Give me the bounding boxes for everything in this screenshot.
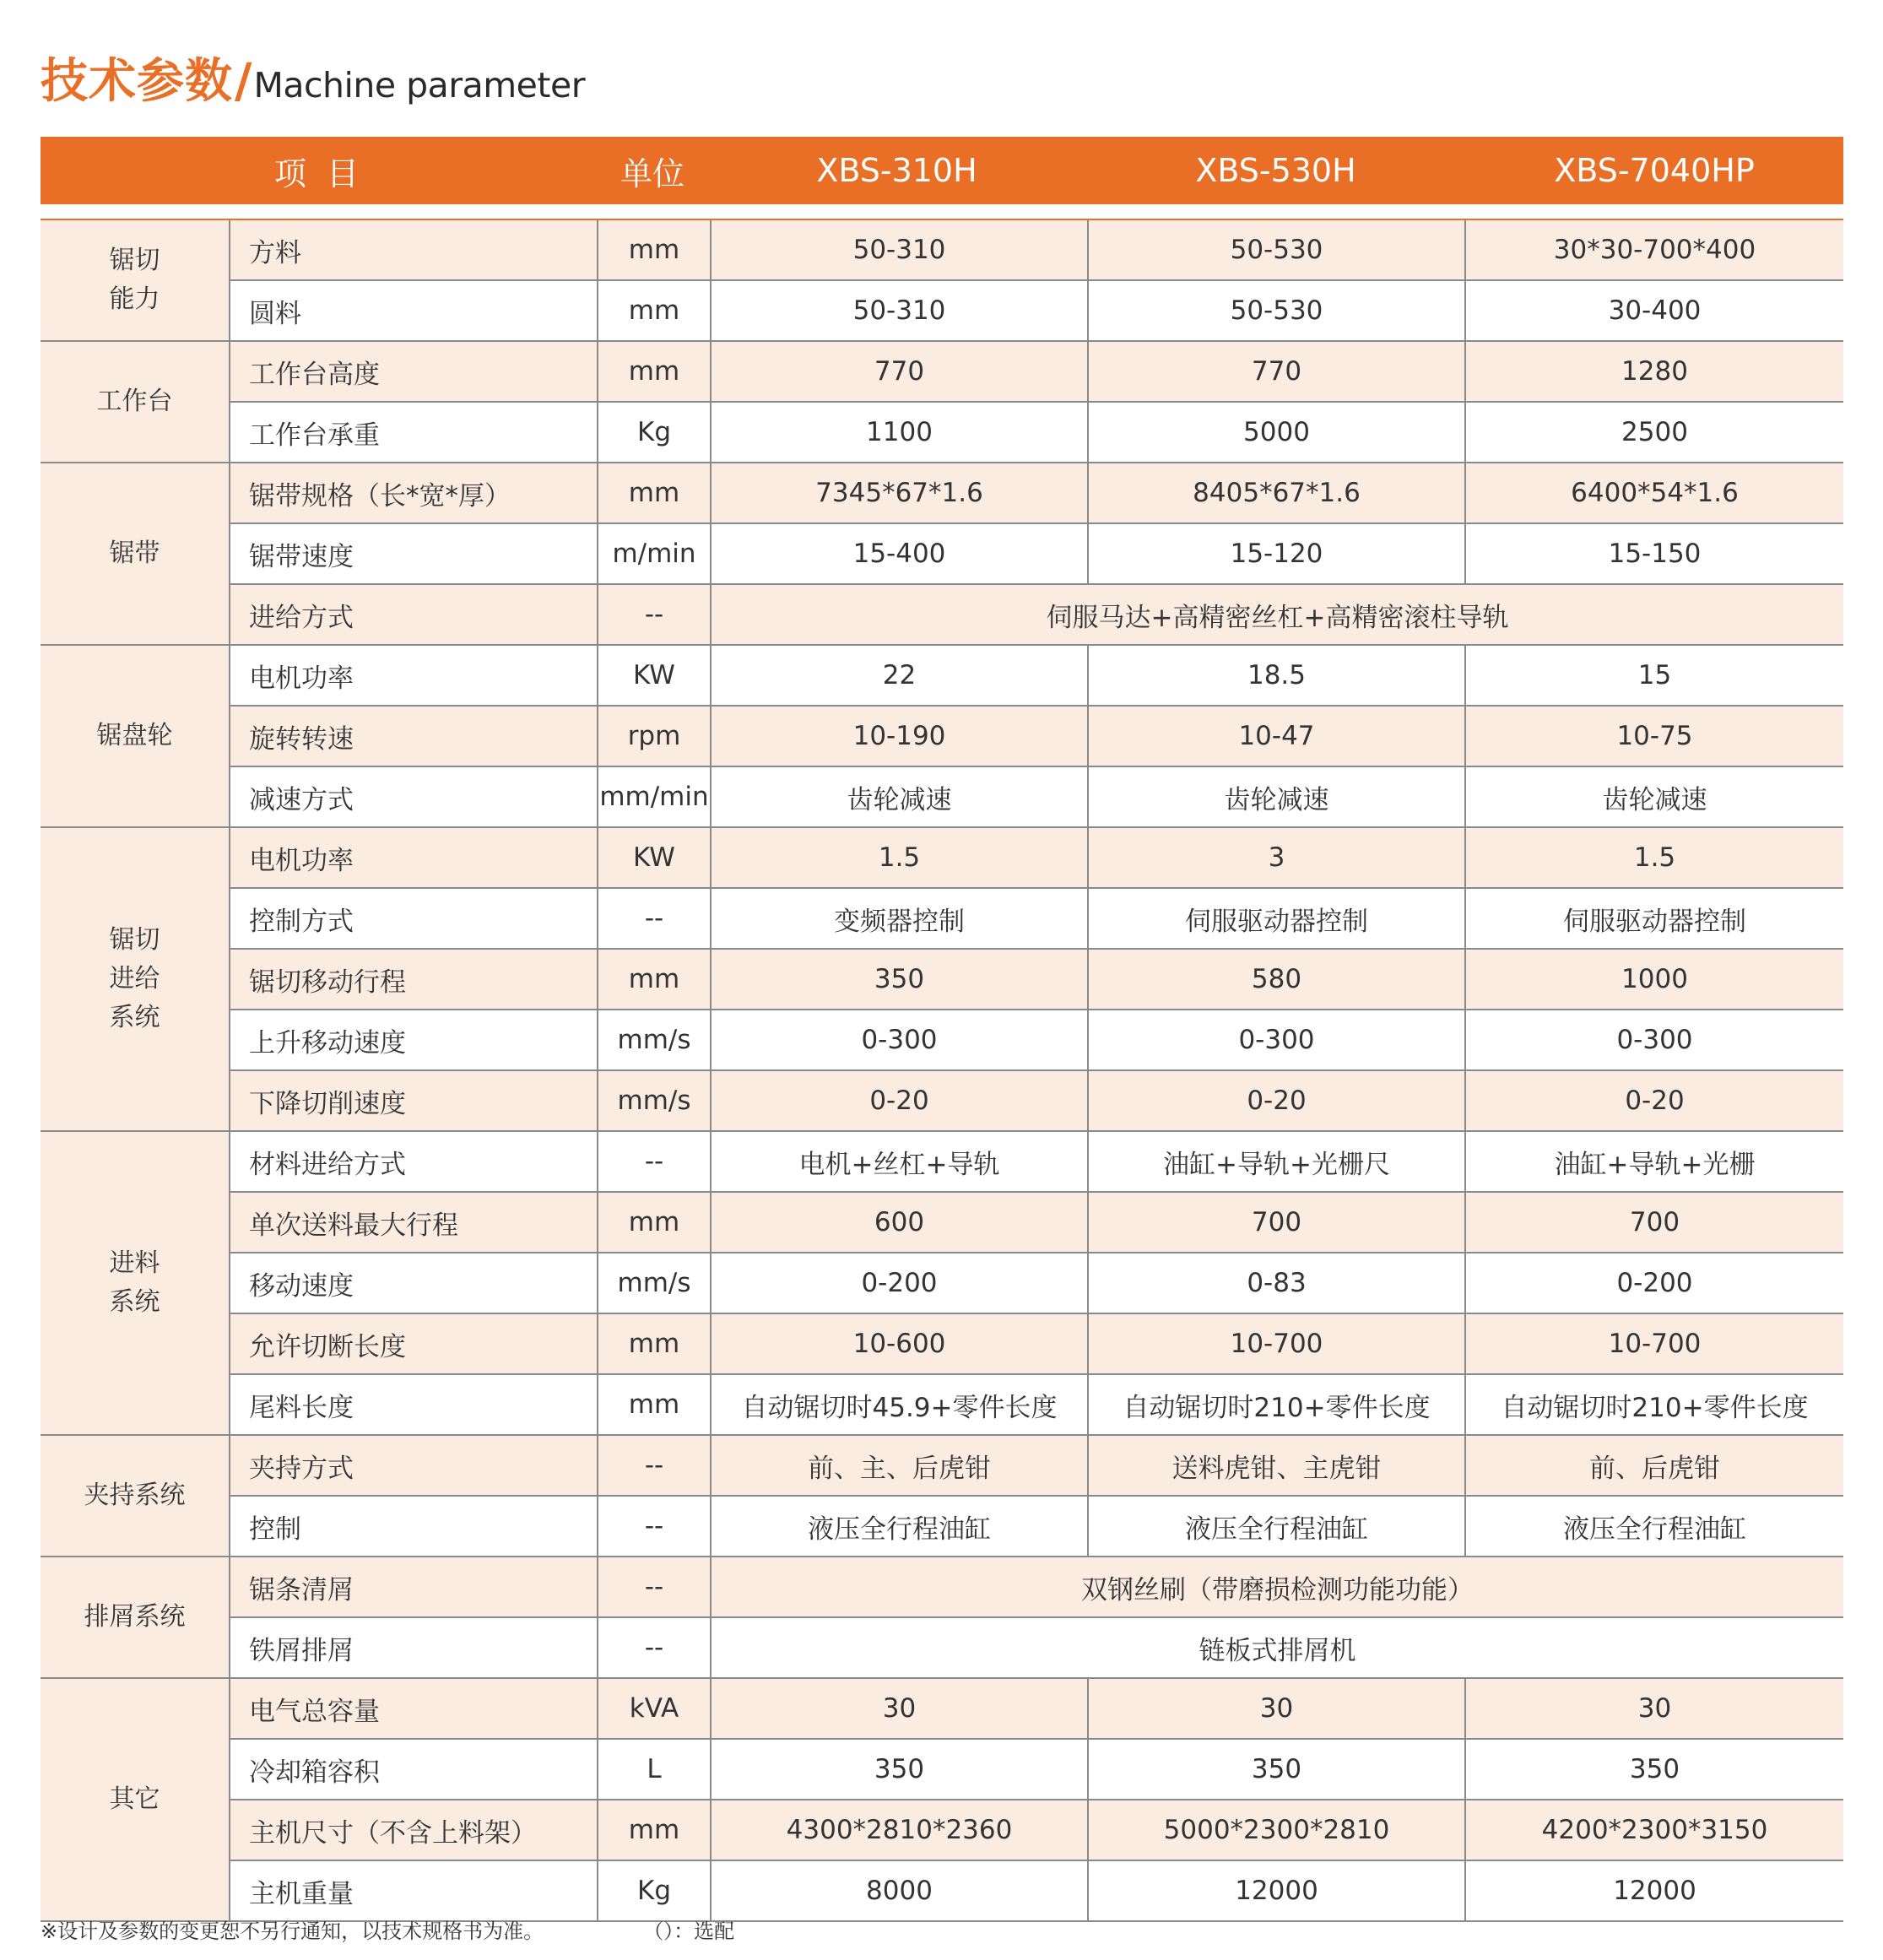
param-value-model-3: 油缸+导轨+光栅 <box>1465 1131 1843 1192</box>
param-unit: mm/s <box>598 1253 711 1313</box>
param-value-model-1: 15-400 <box>711 523 1088 584</box>
param-unit: -- <box>598 1131 711 1192</box>
param-value-model-3: 10-75 <box>1465 706 1843 766</box>
param-name: 方料 <box>230 220 598 280</box>
footnote-option: （）：选配 <box>653 1919 735 1943</box>
param-value-model-1: 前、主、后虎钳 <box>711 1435 1088 1496</box>
param-unit: -- <box>598 1557 711 1617</box>
param-name: 夹持方式 <box>230 1435 598 1496</box>
param-value-model-2: 0-20 <box>1088 1070 1465 1131</box>
param-name: 冷却箱容积 <box>230 1739 598 1800</box>
param-value-model-1: 7345*67*1.6 <box>711 463 1088 523</box>
param-value-model-1: 4300*2810*2360 <box>711 1800 1088 1860</box>
param-name: 尾料长度 <box>230 1374 598 1435</box>
param-name: 铁屑排屑 <box>230 1617 598 1678</box>
group-label-line: 系统 <box>109 1003 160 1032</box>
param-value-model-3: 30-400 <box>1465 280 1843 341</box>
param-value-model-1: 350 <box>711 1739 1088 1800</box>
group-label <box>41 1435 230 1557</box>
param-name: 减速方式 <box>230 766 598 827</box>
param-value-model-3: 350 <box>1465 1739 1843 1800</box>
group-label-line: 锯带 <box>109 539 160 568</box>
param-unit: mm/min <box>598 766 711 827</box>
param-value-model-1: 8000 <box>711 1860 1088 1921</box>
param-value-model-3: 齿轮减速 <box>1465 766 1843 827</box>
param-value-model-3: 15 <box>1465 645 1843 706</box>
table-row <box>41 766 1843 827</box>
table-row <box>41 1070 1843 1131</box>
param-unit: Kg <box>598 402 711 463</box>
param-unit: m/min <box>598 523 711 584</box>
param-name: 锯带规格（长*宽*厚） <box>230 463 598 523</box>
table-row <box>41 1860 1843 1921</box>
param-value-model-1: 电机+丝杠+导轨 <box>711 1131 1088 1192</box>
param-value-model-2: 5000 <box>1088 402 1465 463</box>
param-value-model-2: 3 <box>1088 827 1465 888</box>
group-label-line: 其它 <box>109 1784 160 1814</box>
param-unit: mm/s <box>598 1070 711 1131</box>
page-title <box>41 44 585 111</box>
group-label <box>41 1678 230 1921</box>
param-value-model-1: 0-20 <box>711 1070 1088 1131</box>
param-name: 锯条清屑 <box>230 1557 598 1617</box>
table-row <box>41 1192 1843 1253</box>
param-value-model-3: 0-20 <box>1465 1070 1843 1131</box>
param-name: 主机重量 <box>230 1860 598 1921</box>
param-value-model-2: 50-530 <box>1088 280 1465 341</box>
param-name: 旋转转速 <box>230 706 598 766</box>
table-row <box>41 463 1843 523</box>
param-value-model-1: 0-300 <box>711 1010 1088 1070</box>
param-value-model-2: 350 <box>1088 1739 1465 1800</box>
group-label-line: 锯切 <box>109 246 160 275</box>
param-value-model-2: 油缸+导轨+光栅尺 <box>1088 1131 1465 1192</box>
table-row <box>41 1496 1843 1557</box>
param-unit: KW <box>598 645 711 706</box>
param-name: 工作台承重 <box>230 402 598 463</box>
param-value-model-1: 350 <box>711 949 1088 1010</box>
table-row <box>41 402 1843 463</box>
param-unit: mm <box>598 280 711 341</box>
param-value-model-3: 液压全行程油缸 <box>1465 1496 1843 1557</box>
param-value-model-3: 15-150 <box>1465 523 1843 584</box>
param-name: 控制 <box>230 1496 598 1557</box>
param-value-model-3: 1.5 <box>1465 827 1843 888</box>
param-name: 材料进给方式 <box>230 1131 598 1192</box>
param-value-model-3: 1280 <box>1465 341 1843 402</box>
param-value-model-3: 4200*2300*3150 <box>1465 1800 1843 1860</box>
param-value-model-3: 伺服驱动器控制 <box>1465 888 1843 949</box>
group-label <box>41 1131 230 1435</box>
table-row <box>41 1313 1843 1374</box>
param-value-model-3: 0-300 <box>1465 1010 1843 1070</box>
table-row <box>41 523 1843 584</box>
param-value-model-2: 齿轮减速 <box>1088 766 1465 827</box>
param-value-model-3: 700 <box>1465 1192 1843 1253</box>
param-value-all-models: 伺服马达+高精密丝杠+高精密滚柱导轨 <box>711 584 1843 645</box>
param-unit: mm <box>598 949 711 1010</box>
param-value-model-3: 10-700 <box>1465 1313 1843 1374</box>
param-value-model-2: 18.5 <box>1088 645 1465 706</box>
param-unit: mm <box>598 463 711 523</box>
table-row <box>41 220 1843 280</box>
param-unit: -- <box>598 1617 711 1678</box>
header-model-3: XBS-7040HP <box>1554 152 1755 189</box>
param-value-model-1: 1.5 <box>711 827 1088 888</box>
param-value-model-2: 送料虎钳、主虎钳 <box>1088 1435 1465 1496</box>
group-label <box>41 220 230 341</box>
header-item: 项 目 <box>273 154 365 192</box>
param-value-model-1: 液压全行程油缸 <box>711 1496 1088 1557</box>
param-value-model-3: 1000 <box>1465 949 1843 1010</box>
spec-table <box>41 220 1843 1922</box>
group-label-line: 工作台 <box>96 387 173 416</box>
group-label-line: 锯盘轮 <box>96 721 173 750</box>
table-row <box>41 706 1843 766</box>
param-value-model-2: 700 <box>1088 1192 1465 1253</box>
param-unit: mm <box>598 220 711 280</box>
table-row <box>41 1557 1843 1617</box>
header-model-1: XBS-310H <box>816 152 977 189</box>
param-value-model-1: 22 <box>711 645 1088 706</box>
param-value-model-2: 10-700 <box>1088 1313 1465 1374</box>
table-row <box>41 827 1843 888</box>
param-value-model-2: 30 <box>1088 1678 1465 1739</box>
param-name: 锯带速度 <box>230 523 598 584</box>
table-row <box>41 341 1843 402</box>
param-value-model-2: 12000 <box>1088 1860 1465 1921</box>
footnote <box>41 1914 734 1944</box>
param-name: 上升移动速度 <box>230 1010 598 1070</box>
param-value-model-3: 2500 <box>1465 402 1843 463</box>
table-row <box>41 1435 1843 1496</box>
param-value-model-3: 30 <box>1465 1678 1843 1739</box>
group-label <box>41 827 230 1131</box>
param-name: 主机尺寸（不含上料架） <box>230 1800 598 1860</box>
param-value-model-3: 0-200 <box>1465 1253 1843 1313</box>
param-name: 电气总容量 <box>230 1678 598 1739</box>
param-value-model-2: 伺服驱动器控制 <box>1088 888 1465 949</box>
table-row <box>41 584 1843 645</box>
param-value-model-2: 10-47 <box>1088 706 1465 766</box>
param-value-all-models: 链板式排屑机 <box>711 1617 1843 1678</box>
param-name: 控制方式 <box>230 888 598 949</box>
header-model-2: XBS-530H <box>1195 152 1356 189</box>
param-value-model-2: 15-120 <box>1088 523 1465 584</box>
param-value-model-1: 变频器控制 <box>711 888 1088 949</box>
param-unit: mm/s <box>598 1010 711 1070</box>
table-row <box>41 1131 1843 1192</box>
param-value-model-1: 10-600 <box>711 1313 1088 1374</box>
footnote-text: ※设计及参数的变更恕不另行通知，以技术规格书为准。 <box>41 1919 544 1943</box>
param-unit: -- <box>598 584 711 645</box>
group-label <box>41 1557 230 1678</box>
param-unit: mm <box>598 341 711 402</box>
param-name: 电机功率 <box>230 827 598 888</box>
param-unit: mm <box>598 1374 711 1435</box>
table-row <box>41 1374 1843 1435</box>
param-unit: kVA <box>598 1678 711 1739</box>
param-unit: Kg <box>598 1860 711 1921</box>
table-row <box>41 645 1843 706</box>
param-value-model-2: 液压全行程油缸 <box>1088 1496 1465 1557</box>
param-unit: mm <box>598 1313 711 1374</box>
param-name: 工作台高度 <box>230 341 598 402</box>
param-name: 圆料 <box>230 280 598 341</box>
param-unit: -- <box>598 888 711 949</box>
group-label <box>41 645 230 827</box>
param-value-model-1: 10-190 <box>711 706 1088 766</box>
param-name: 下降切削速度 <box>230 1070 598 1131</box>
param-unit: -- <box>598 1496 711 1557</box>
group-label-line: 锯切 <box>109 925 160 955</box>
group-label-line: 能力 <box>109 284 160 314</box>
param-value-model-2: 0-300 <box>1088 1010 1465 1070</box>
table-row <box>41 1678 1843 1739</box>
group-label <box>41 341 230 463</box>
title-chinese: 技术参数 <box>41 54 233 109</box>
param-value-model-1: 自动锯切时45.9+零件长度 <box>711 1374 1088 1435</box>
group-label-line: 进给 <box>109 964 160 994</box>
group-label-line: 进料 <box>109 1248 160 1278</box>
param-name: 锯切移动行程 <box>230 949 598 1010</box>
param-value-model-1: 30 <box>711 1678 1088 1739</box>
param-unit: mm <box>598 1800 711 1860</box>
param-value-model-3: 前、后虎钳 <box>1465 1435 1843 1496</box>
param-name: 允许切断长度 <box>230 1313 598 1374</box>
param-value-model-1: 1100 <box>711 402 1088 463</box>
param-value-model-2: 0-83 <box>1088 1253 1465 1313</box>
param-name: 单次送料最大行程 <box>230 1192 598 1253</box>
table-row <box>41 1010 1843 1070</box>
param-value-model-1: 50-310 <box>711 280 1088 341</box>
group-label <box>41 463 230 645</box>
param-value-model-1: 0-200 <box>711 1253 1088 1313</box>
table-row <box>41 280 1843 341</box>
table-row <box>41 1739 1843 1800</box>
param-value-model-1: 50-310 <box>711 220 1088 280</box>
param-value-model-2: 5000*2300*2810 <box>1088 1800 1465 1860</box>
table-row <box>41 888 1843 949</box>
param-value-model-2: 580 <box>1088 949 1465 1010</box>
param-value-model-2: 自动锯切时210+零件长度 <box>1088 1374 1465 1435</box>
param-value-model-1: 600 <box>711 1192 1088 1253</box>
table-header-bar <box>41 137 1843 204</box>
param-value-model-3: 6400*54*1.6 <box>1465 463 1843 523</box>
title-slash: / <box>235 54 252 109</box>
table-row <box>41 1617 1843 1678</box>
table-row <box>41 949 1843 1010</box>
param-value-model-3: 30*30-700*400 <box>1465 220 1843 280</box>
param-unit: L <box>598 1739 711 1800</box>
param-unit: KW <box>598 827 711 888</box>
title-english: Machine parameter <box>253 65 586 106</box>
param-value-model-2: 8405*67*1.6 <box>1088 463 1465 523</box>
param-name: 电机功率 <box>230 645 598 706</box>
spec-table-body <box>41 220 1843 1921</box>
param-value-all-models: 双钢丝刷（带磨损检测功能功能） <box>711 1557 1843 1617</box>
group-label-line: 排屑系统 <box>84 1602 186 1632</box>
param-value-model-3: 自动锯切时210+零件长度 <box>1465 1374 1843 1435</box>
param-value-model-2: 50-530 <box>1088 220 1465 280</box>
header-unit: 单位 <box>620 154 684 192</box>
param-value-model-1: 齿轮减速 <box>711 766 1088 827</box>
param-value-model-2: 770 <box>1088 341 1465 402</box>
param-unit: -- <box>598 1435 711 1496</box>
param-unit: mm <box>598 1192 711 1253</box>
group-label-line: 系统 <box>109 1287 160 1317</box>
param-value-model-3: 12000 <box>1465 1860 1843 1921</box>
param-value-model-1: 770 <box>711 341 1088 402</box>
param-name: 移动速度 <box>230 1253 598 1313</box>
param-unit: rpm <box>598 706 711 766</box>
table-row <box>41 1800 1843 1860</box>
param-name: 进给方式 <box>230 584 598 645</box>
table-row <box>41 1253 1843 1313</box>
group-label-line: 夹持系统 <box>84 1481 186 1510</box>
